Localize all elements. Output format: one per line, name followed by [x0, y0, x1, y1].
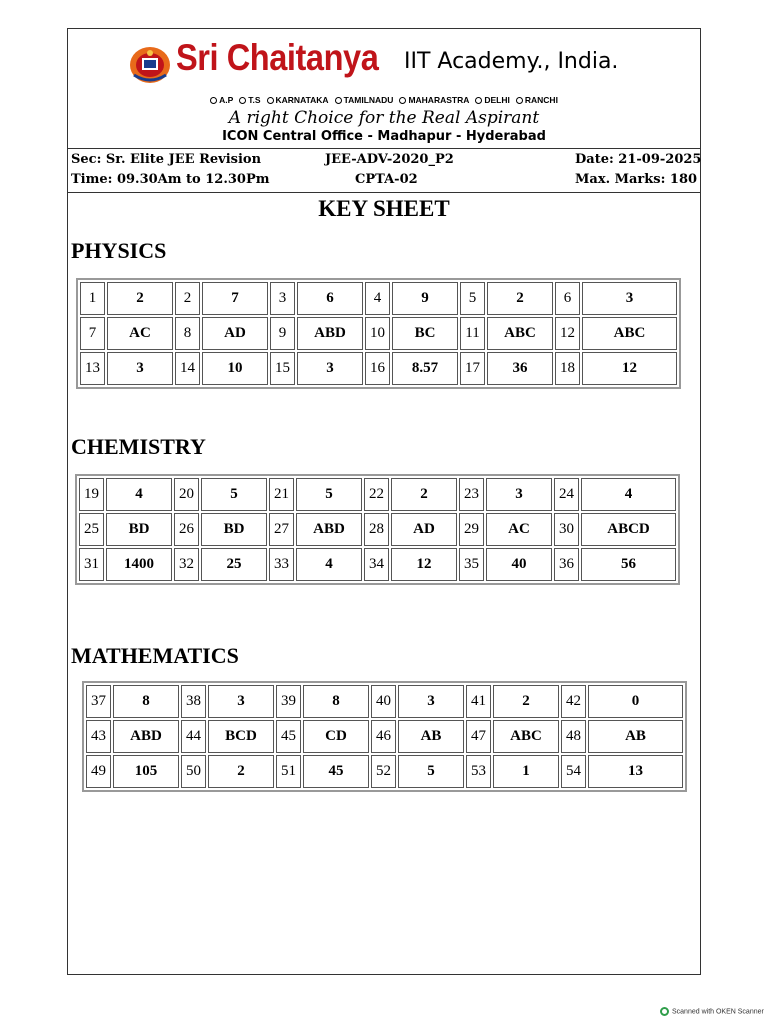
header	[68, 29, 700, 147]
question-number: 24	[554, 478, 579, 511]
answer-key: 0	[588, 685, 683, 718]
question-number: 34	[364, 548, 389, 581]
tagline: A right Choice for the Real Aspirant	[228, 108, 540, 128]
answer-key: 40	[486, 548, 552, 581]
question-number: 22	[364, 478, 389, 511]
answer-key: BD	[106, 513, 172, 546]
answer-key: 3	[208, 685, 274, 718]
section-heading-chemistry: CHEMISTRY	[71, 434, 206, 459]
answer-key: BCD	[208, 720, 274, 753]
bullet-icon	[210, 97, 217, 104]
answer-key: 8	[303, 685, 369, 718]
question-number: 53	[466, 755, 491, 788]
question-number: 49	[86, 755, 111, 788]
test-code: CPTA-02	[355, 172, 418, 187]
question-number: 19	[79, 478, 104, 511]
answer-key: AC	[107, 317, 173, 350]
key-sheet-page	[67, 28, 701, 975]
answer-key: 3	[398, 685, 464, 718]
max-marks: Max. Marks: 180	[575, 172, 698, 187]
question-number: 37	[86, 685, 111, 718]
answer-row	[80, 317, 677, 350]
question-number: 23	[459, 478, 484, 511]
bullet-icon	[267, 97, 274, 104]
bullet-icon	[516, 97, 523, 104]
answer-key: 12	[582, 352, 677, 385]
question-number: 10	[365, 317, 390, 350]
answer-key: 3	[486, 478, 552, 511]
answer-row	[79, 548, 676, 581]
scanner-watermark	[660, 1007, 764, 1016]
answer-key: AC	[486, 513, 552, 546]
question-number: 14	[175, 352, 200, 385]
question-number: 46	[371, 720, 396, 753]
question-number: 47	[466, 720, 491, 753]
question-number: 52	[371, 755, 396, 788]
answer-key: AB	[588, 720, 683, 753]
answer-key: AD	[391, 513, 457, 546]
logo-row	[128, 37, 648, 87]
question-number: 41	[466, 685, 491, 718]
answer-table-chemistry	[75, 474, 680, 585]
answer-key: 3	[107, 352, 173, 385]
academy-logo-icon	[128, 45, 172, 85]
answer-key: 105	[113, 755, 179, 788]
answer-key: 2	[493, 685, 559, 718]
question-number: 16	[365, 352, 390, 385]
answer-key: 5	[201, 478, 267, 511]
state-item	[210, 95, 233, 105]
answer-key: AD	[202, 317, 268, 350]
state-item	[516, 95, 558, 105]
answer-key: 2	[107, 282, 173, 315]
answer-key: 8.57	[392, 352, 458, 385]
question-number: 44	[181, 720, 206, 753]
question-number: 40	[371, 685, 396, 718]
state-name: A.P	[219, 95, 234, 105]
answer-row	[80, 352, 677, 385]
question-number: 35	[459, 548, 484, 581]
question-number: 42	[561, 685, 586, 718]
answer-key: 2	[391, 478, 457, 511]
question-number: 9	[270, 317, 295, 350]
question-number: 27	[269, 513, 294, 546]
question-number: 38	[181, 685, 206, 718]
answer-key: 45	[303, 755, 369, 788]
answer-key: 13	[588, 755, 683, 788]
question-number: 45	[276, 720, 301, 753]
answer-key: 2	[208, 755, 274, 788]
answer-key: 25	[201, 548, 267, 581]
question-number: 18	[555, 352, 580, 385]
answer-key: ABD	[113, 720, 179, 753]
brand-suffix: IIT Academy., India.	[404, 49, 619, 74]
bullet-icon	[399, 97, 406, 104]
bullet-icon	[335, 97, 342, 104]
answer-key: BD	[201, 513, 267, 546]
exam-name: JEE-ADV-2020_P2	[325, 152, 454, 167]
answer-key: AB	[398, 720, 464, 753]
answer-key: 5	[398, 755, 464, 788]
answer-key: ABC	[493, 720, 559, 753]
state-item	[335, 95, 394, 105]
answer-key: 2	[487, 282, 553, 315]
answer-key: ABD	[297, 317, 363, 350]
answer-key: ABD	[296, 513, 362, 546]
question-number: 3	[270, 282, 295, 315]
answer-key: 1	[493, 755, 559, 788]
states-list	[68, 95, 700, 105]
answer-key: 56	[581, 548, 676, 581]
state-item	[399, 95, 469, 105]
answer-key: 4	[106, 478, 172, 511]
question-number: 36	[554, 548, 579, 581]
answer-key: ABC	[582, 317, 677, 350]
exam-time: Time: 09.30Am to 12.30Pm	[71, 172, 270, 187]
question-number: 17	[460, 352, 485, 385]
question-number: 54	[561, 755, 586, 788]
answer-key: 1400	[106, 548, 172, 581]
question-number: 2	[175, 282, 200, 315]
answer-key: 36	[487, 352, 553, 385]
question-number: 15	[270, 352, 295, 385]
question-number: 29	[459, 513, 484, 546]
answer-row	[79, 478, 676, 511]
page-title: KEY SHEET	[318, 196, 450, 221]
office-address: ICON Central Office - Madhapur - Hyderabad	[222, 129, 546, 144]
bullet-icon	[239, 97, 246, 104]
question-number: 6	[555, 282, 580, 315]
answer-key: 10	[202, 352, 268, 385]
answer-row	[86, 755, 683, 788]
answer-key: 9	[392, 282, 458, 315]
question-number: 50	[181, 755, 206, 788]
question-number: 48	[561, 720, 586, 753]
answer-key: 4	[296, 548, 362, 581]
answer-table-physics	[76, 278, 681, 389]
answer-table-mathematics	[82, 681, 687, 792]
answer-row	[80, 282, 677, 315]
answer-key: 7	[202, 282, 268, 315]
state-item	[267, 95, 329, 105]
bullet-icon	[475, 97, 482, 104]
question-number: 43	[86, 720, 111, 753]
state-name: T.S	[248, 95, 261, 105]
question-number: 32	[174, 548, 199, 581]
state-name: RANCHI	[524, 95, 558, 105]
question-number: 20	[174, 478, 199, 511]
state-item	[239, 95, 260, 105]
scanner-logo-icon	[660, 1007, 669, 1016]
answer-key: ABCD	[581, 513, 676, 546]
state-name: DELHI	[484, 95, 510, 105]
answer-key: 8	[113, 685, 179, 718]
question-number: 39	[276, 685, 301, 718]
answer-key: 3	[582, 282, 677, 315]
answer-key: 12	[391, 548, 457, 581]
answer-row	[86, 685, 683, 718]
answer-key: BC	[392, 317, 458, 350]
question-number: 51	[276, 755, 301, 788]
question-number: 28	[364, 513, 389, 546]
question-number: 5	[460, 282, 485, 315]
answer-key: 3	[297, 352, 363, 385]
question-number: 31	[79, 548, 104, 581]
question-number: 12	[555, 317, 580, 350]
question-number: 8	[175, 317, 200, 350]
answer-key: CD	[303, 720, 369, 753]
state-name: TAMILNADU	[343, 95, 394, 105]
exam-date: Date: 21-09-2025	[575, 152, 702, 167]
state-name: KARNATAKA	[275, 95, 329, 105]
question-number: 13	[80, 352, 105, 385]
answer-key: 4	[581, 478, 676, 511]
question-number: 33	[269, 548, 294, 581]
question-number: 4	[365, 282, 390, 315]
question-number: 7	[80, 317, 105, 350]
question-number: 25	[79, 513, 104, 546]
answer-key: ABC	[487, 317, 553, 350]
answer-row	[79, 513, 676, 546]
answer-key: 5	[296, 478, 362, 511]
answer-key: 6	[297, 282, 363, 315]
section-info: Sec: Sr. Elite JEE Revision	[71, 152, 262, 167]
question-number: 11	[460, 317, 485, 350]
question-number: 21	[269, 478, 294, 511]
question-number: 26	[174, 513, 199, 546]
answer-row	[86, 720, 683, 753]
brand-name: Sri Chaitanya	[176, 37, 379, 78]
state-name: MAHARASTRA	[408, 95, 470, 105]
exam-info-bar	[68, 148, 700, 193]
section-heading-mathematics: MATHEMATICS	[71, 643, 239, 668]
question-number: 1	[80, 282, 105, 315]
state-item	[475, 95, 510, 105]
scanner-text: Scanned with OKEN Scanner	[672, 1008, 764, 1016]
question-number: 30	[554, 513, 579, 546]
section-heading-physics: PHYSICS	[71, 238, 167, 263]
